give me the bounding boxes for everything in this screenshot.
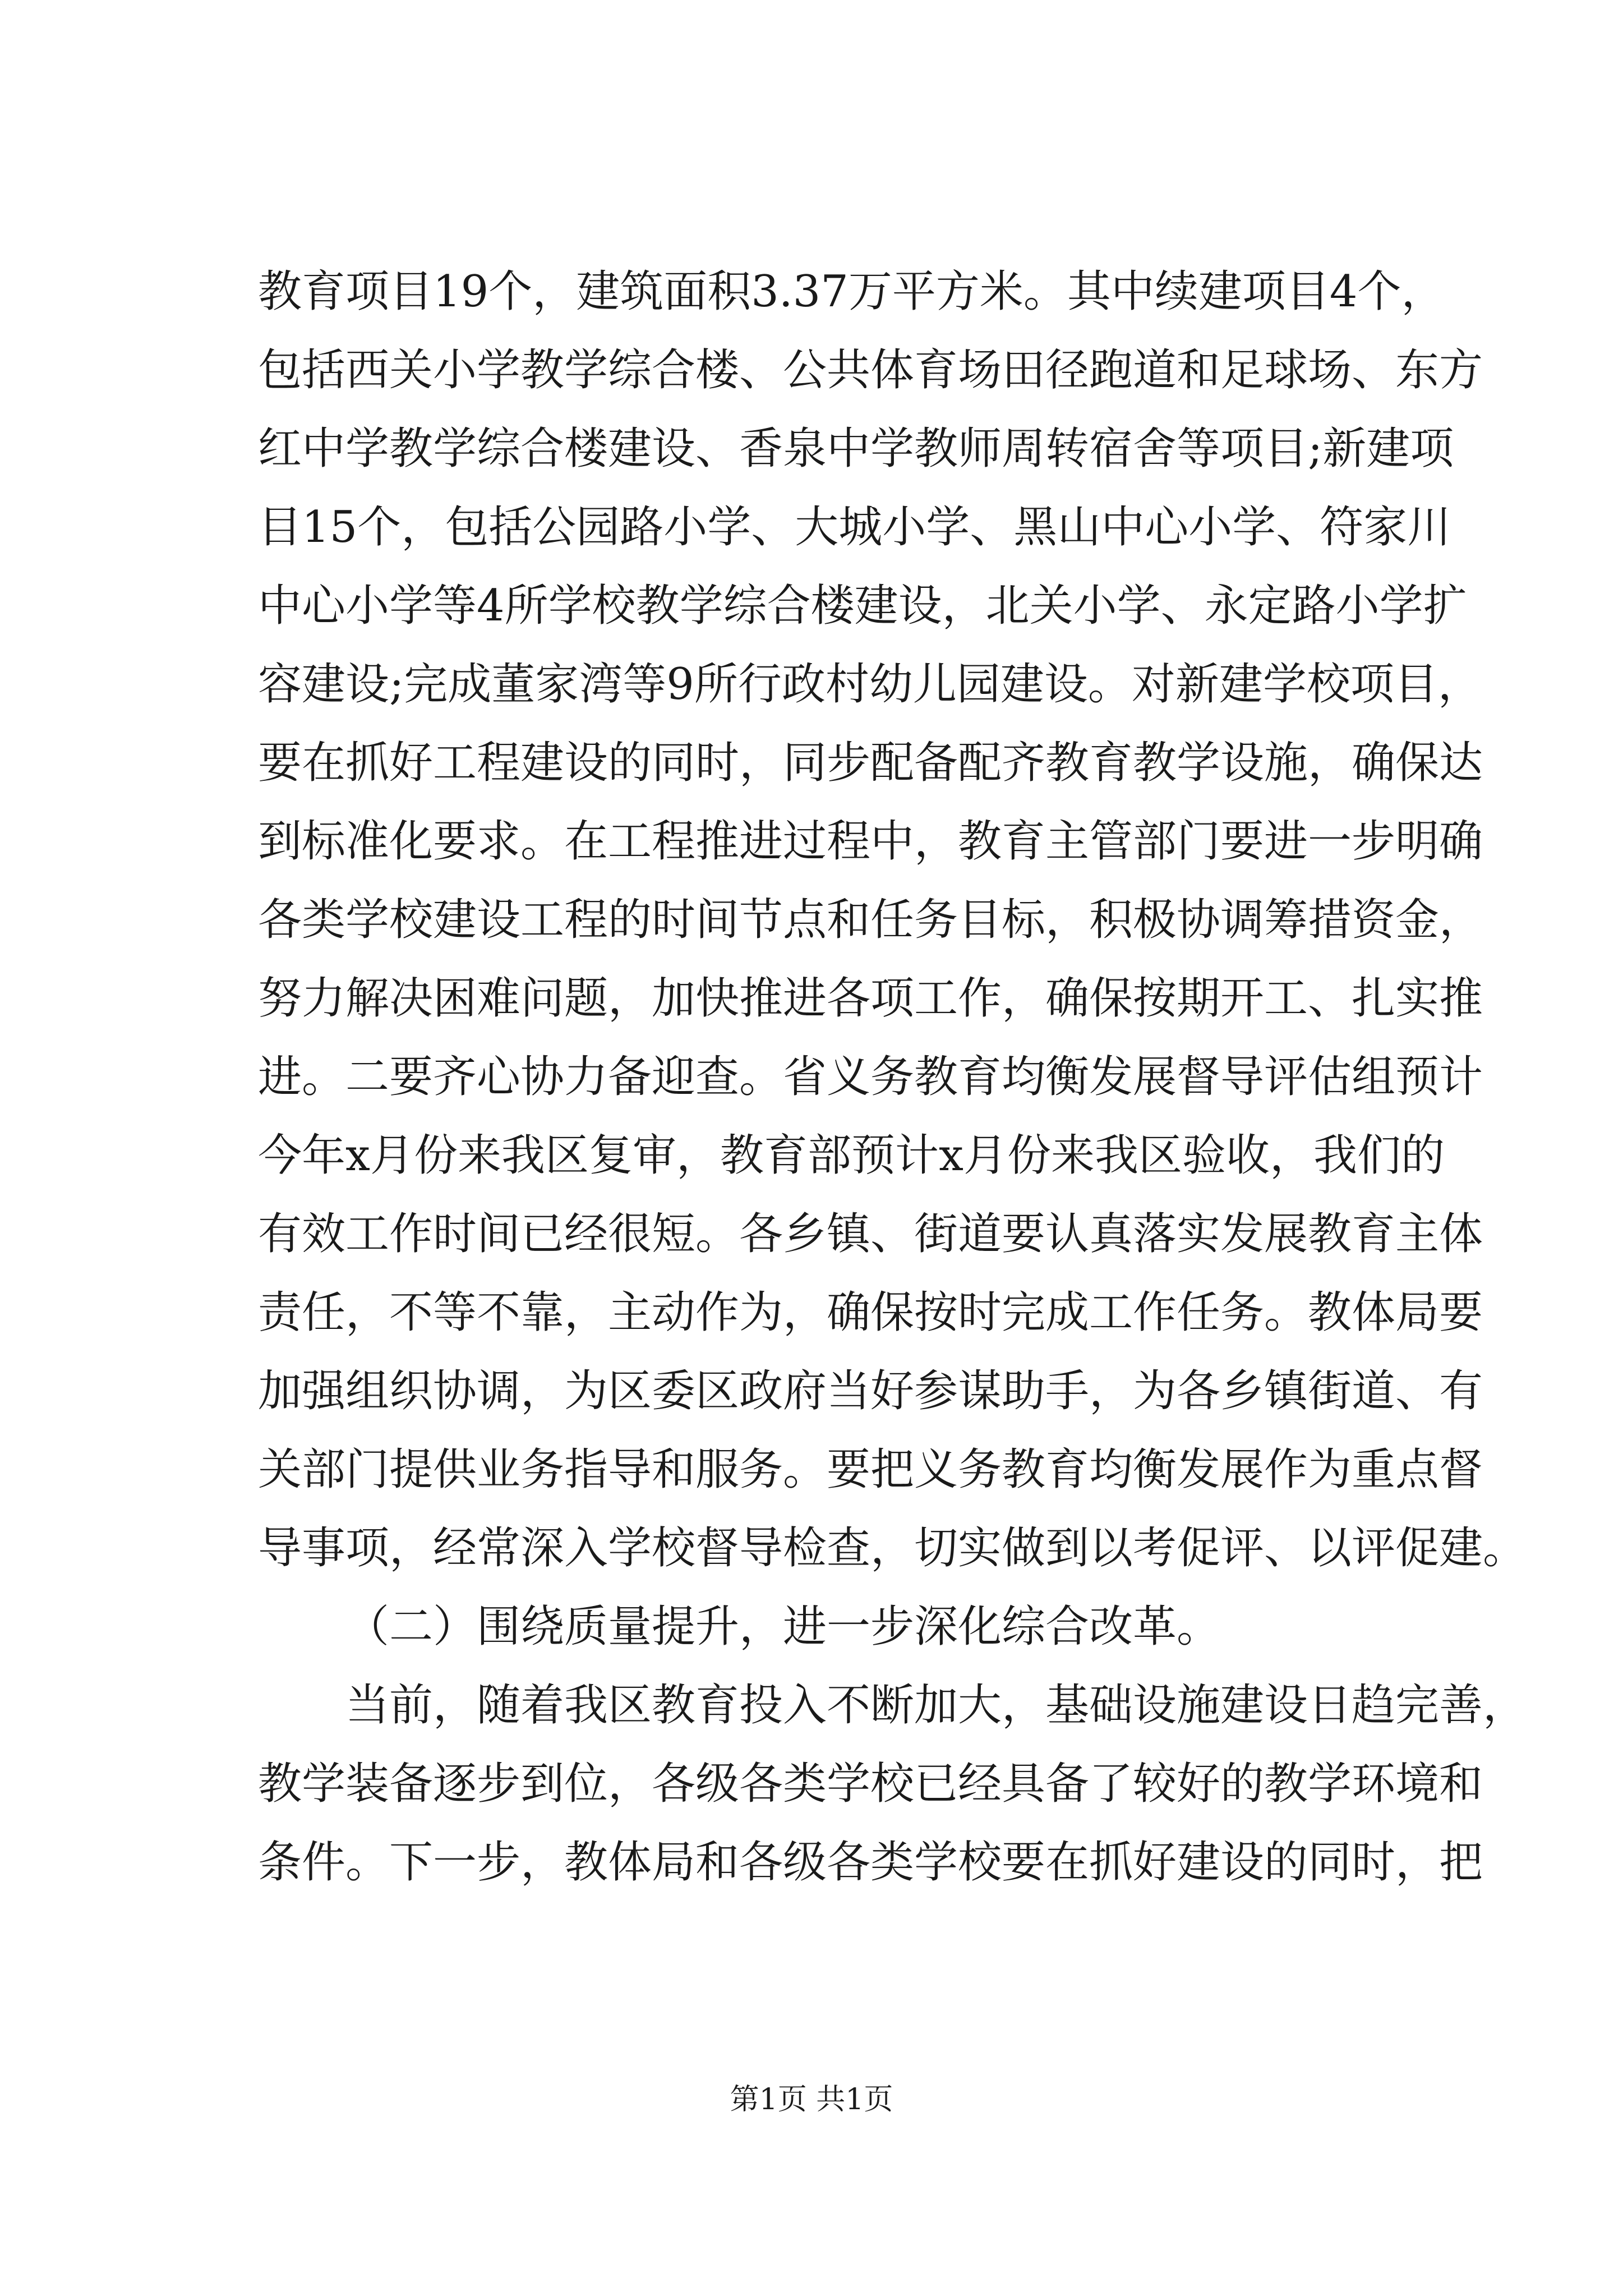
- paragraph-line: 教学装备逐步到位，各级各类学校已经具备了较好的教学环境和: [258, 1759, 1483, 1809]
- text-line: 关部门提供业务指导和服务。要把义务教育均衡发展作为重点督: [258, 1444, 1483, 1495]
- text-line: 加强组织协调，为区委区政府当好参谋助手，为各乡镇街道、有: [258, 1366, 1483, 1416]
- text-line: 进。二要齐心协力备迎查。省义务教育均衡发展督导评估组预计: [258, 1052, 1483, 1102]
- page-footer: 第1页 共1页: [730, 2083, 893, 2116]
- text-line: 包括西关小学教学综合楼、公共体育场田径跑道和足球场、东方: [258, 345, 1483, 395]
- text-line: 到标准化要求。在工程推进过程中，教育主管部门要进一步明确: [258, 816, 1483, 867]
- text-line: 今年x月份来我区复审，教育部预计x月份来我区验收，我们的: [258, 1130, 1445, 1181]
- paragraph-line: 当前，随着我区教育投入不断加大，基础设施建设日趋完善，: [345, 1680, 1527, 1731]
- text-line: 中心小学等4所学校教学综合楼建设，北关小学、永定路小学扩: [258, 581, 1467, 631]
- document-body: [258, 252, 1527, 1902]
- text-line: 导事项，经常深入学校督导检查，切实做到以考促评、以评促建。: [258, 1523, 1527, 1573]
- text-line: 努力解决困难问题，加快推进各项工作，确保按期开工、扎实推: [258, 973, 1483, 1024]
- text-line: 责任，不等不靠，主动作为，确保按时完成工作任务。教体局要: [258, 1287, 1483, 1338]
- text-line: 容建设;完成董家湾等9所行政村幼儿园建设。对新建学校项目，: [258, 659, 1482, 710]
- text-line: 目15个，包括公园路小学、大城小学、黑山中心小学、符家川: [258, 502, 1451, 553]
- text-line: 红中学教学综合楼建设、香泉中学教师周转宿舍等项目;新建项: [258, 424, 1454, 474]
- text-line: 要在抓好工程建设的同时，同步配备配齐教育教学设施，确保达: [258, 738, 1483, 788]
- text-line: 教育项目19个，建筑面积3.37万平方米。其中续建项目4个，: [258, 266, 1445, 317]
- paragraph-line: 条件。下一步，教体局和各级各类学校要在抓好建设的同时，把: [258, 1837, 1483, 1888]
- text-line: 有效工作时间已经很短。各乡镇、街道要认真落实发展教育主体: [258, 1209, 1483, 1259]
- text-line: 各类学校建设工程的时间节点和任务目标，积极协调筹措资金，: [258, 895, 1483, 945]
- section-heading: （二）围绕质量提升，进一步深化综合改革。: [345, 1602, 1221, 1652]
